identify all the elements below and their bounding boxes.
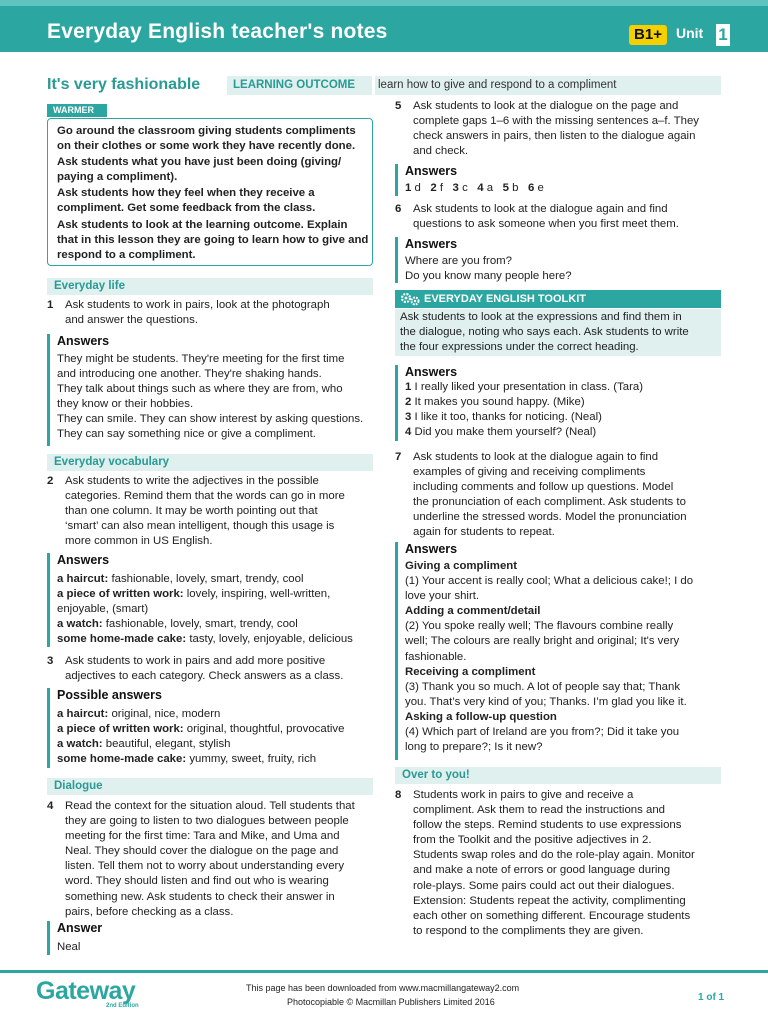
text-line: Neal. They should cover the dialogue on the page and (65, 845, 339, 858)
answer-bar (47, 553, 50, 647)
step-number: 5 (395, 100, 402, 112)
answer-text: e (537, 182, 544, 194)
section-everyday-vocabulary: Everyday vocabulary (47, 454, 373, 471)
answer-line: They talk about things such as where they are from, who (57, 383, 343, 396)
text-line: role-plays. Some pairs could act out their dialogues. (413, 879, 675, 892)
answer-line (57, 572, 353, 587)
answers-heading: Answers (405, 237, 458, 251)
answer-label: a watch: (57, 738, 103, 751)
step-text (65, 298, 330, 328)
section-everyday-life: Everyday life (47, 278, 373, 295)
step-text (413, 202, 679, 232)
text-line: listen. Tell them not to worry about understanding every (65, 860, 345, 873)
answer-number: 2 (405, 396, 412, 409)
answers-body (405, 559, 693, 755)
step-2 (47, 474, 373, 550)
answer-text: original, nice, modern (108, 708, 221, 720)
page-title: Everyday English teacher's notes (47, 20, 388, 43)
answers-heading: Answers (57, 334, 110, 348)
text-line: Ask students to write the adjectives in the possible (65, 475, 319, 487)
text-line: check answers in pairs, then listen to the dialogue again (413, 130, 696, 143)
answer-line: Neal (57, 941, 81, 953)
text-line: and answer the questions. (65, 314, 198, 327)
text-line: Ask students to look at the dialogue on the page and (413, 100, 679, 112)
text-line: something new. Ask students to check their answer in (65, 890, 335, 903)
divider (372, 76, 375, 95)
lesson-title: It's very fashionable (47, 76, 201, 93)
answer-label: a haircut: (57, 573, 109, 585)
text-line: Extension: Students repeat the activity, complimenting (413, 894, 686, 907)
answer-line (405, 380, 643, 395)
answer-text: d (414, 182, 421, 194)
learning-outcome-bar (227, 76, 721, 95)
answers-4 (47, 921, 373, 955)
answers-body (405, 181, 544, 196)
step-number: 2 (47, 475, 54, 487)
download-notice: This page has been downloaded from www.macmillangateway2.com (246, 983, 520, 993)
answer-line: (4) Which part of Ireland are you from?; Did it take you (405, 726, 680, 739)
answer-text: enjoyable, (smart) (57, 603, 149, 616)
text-line: again for students to repeat. (413, 526, 555, 539)
answer-line: (2) You spoke really well; The flavours combine really (405, 620, 674, 633)
answers-toolkit (395, 365, 721, 441)
answers-heading: Answers (405, 542, 458, 556)
header-stripe (0, 0, 768, 6)
step-text (413, 788, 695, 939)
answer-line: Where are you from? (405, 255, 512, 267)
step-7 (395, 450, 721, 542)
text-line: the dialogue, noting who says each. Ask students to write (400, 326, 689, 339)
answer-text: beautiful, elegant, stylish (102, 738, 231, 751)
text-line: they are going to listen to two dialogues between people (65, 815, 349, 828)
step-text (413, 99, 699, 159)
answer-text: I like it too, thanks for noticing. (Neal) (414, 411, 602, 424)
toolkit-title: EVERYDAY ENGLISH TOOLKIT (424, 293, 586, 305)
answer-line (57, 602, 353, 617)
answer-text: f (439, 182, 444, 194)
answer-bar (47, 688, 50, 768)
answer-number: 5 (502, 182, 509, 194)
step-number: 1 (47, 299, 54, 311)
answer-line (405, 410, 643, 425)
step-number: 4 (47, 800, 54, 812)
answers-body (57, 572, 353, 647)
answers-body (405, 254, 572, 284)
answer-text: original, thoughtful, provocative (183, 723, 345, 736)
warmer-paragraph: Ask students how they feel when they receive a compliment. Get some feedback from the class. (57, 187, 316, 215)
step-6 (395, 202, 721, 234)
answers-heading: Answers (57, 553, 110, 567)
step-1 (47, 298, 373, 330)
answer-line (57, 587, 353, 602)
warmer-text (57, 124, 369, 264)
answer-line: and introducing one another. They're shaking hands. (57, 368, 322, 381)
answer-text: b (512, 182, 519, 194)
answer-line (57, 722, 344, 737)
answer-line (57, 737, 344, 752)
step-8 (395, 788, 721, 940)
answers-3 (47, 688, 373, 768)
answer-subheading: Asking a follow-up question (405, 710, 557, 723)
answer-text: c (462, 182, 468, 194)
answers-body (57, 940, 80, 955)
answers-5 (395, 164, 721, 196)
answer-line: long to prepare?; Is it new? (405, 741, 543, 754)
level-badge: B1+ (629, 25, 667, 45)
answer-line: Do you know many people here? (405, 270, 572, 283)
answer-number: 4 (477, 182, 484, 194)
answer-subheading: Adding a comment/detail (405, 605, 541, 618)
answer-line (405, 181, 544, 196)
text-line: meeting for the first time: Tara and Mike, and Uma and (65, 830, 340, 843)
answer-number: 4 (405, 426, 412, 439)
text-line: each other on something different. Encourage students (413, 909, 691, 922)
answer-line: well; The colours are really bright and original; It's very (405, 635, 680, 648)
answers-heading: Answers (405, 164, 458, 178)
step-number: 8 (395, 789, 402, 801)
answers-2 (47, 553, 373, 647)
text-line: the four expressions under the correct heading. (400, 341, 639, 354)
answers-6 (395, 237, 721, 283)
answers-body (57, 352, 363, 443)
answer-text: It makes you sound happy. (Mike) (414, 396, 585, 409)
text-line: to respond to the compliments they are given. (413, 924, 644, 937)
text-line: Ask students to look at the expressions and find them in (400, 311, 682, 323)
text-line: Ask students to work in pairs and add more positive (65, 655, 326, 667)
answer-line: They can say something nice or give a compliment. (57, 428, 316, 441)
step-number: 7 (395, 451, 402, 463)
answer-label: a watch: (57, 618, 103, 631)
answer-line (405, 395, 643, 410)
answer-label: some home-made cake: (57, 753, 187, 766)
answer-bar (395, 237, 398, 283)
section-dialogue: Dialogue (47, 778, 373, 795)
copyright-notice: Photocopiable © Macmillan Publishers Limited 2016 (287, 997, 495, 1007)
answer-line (57, 632, 353, 647)
text-line: Students swap roles and do the role-play again. Monitor (413, 849, 695, 862)
answer-text: fashionable, lovely, smart, trendy, cool (102, 618, 298, 631)
learning-outcome-text: learn how to give and respond to a compliment (378, 79, 617, 91)
gears-icon (400, 292, 422, 306)
text-line: the pronunciation of each compliment. Ask students to (413, 496, 686, 509)
answer-label: a piece of written work: (57, 723, 184, 736)
answer-line (405, 425, 643, 440)
answer-text: tasty, lovely, enjoyable, delicious (186, 633, 353, 646)
answer-label: a piece of written work: (57, 588, 184, 601)
answer-line: you. That’s very kind of you; Thanks. I’m glad you like it. (405, 695, 687, 708)
answer-number: 1 (405, 182, 412, 194)
answers-heading: Possible answers (57, 688, 162, 702)
text-line: and check. (413, 145, 469, 158)
text-line: and make a note of errors or good language during (413, 864, 671, 877)
text-line: Read the context for the situation aloud. Tell students that (65, 800, 355, 812)
text-line: categories. Remind them that the words can go in more (65, 490, 345, 503)
answer-bar (395, 365, 398, 441)
text-line: Ask students to look at the dialogue again and find (413, 203, 668, 215)
answers-heading: Answer (57, 921, 103, 935)
step-number: 6 (395, 203, 402, 215)
answer-text: a (486, 182, 494, 194)
text-line: than one column. It may be worth pointing out that (65, 505, 318, 518)
warmer-paragraph: Ask students to look at the learning outcome. Explain that in this lesson they are going to learn how to give and respond to a compliment. (57, 218, 369, 261)
answers-1 (47, 334, 373, 446)
warmer-paragraph: Go around the classroom giving students compliments on their clothes or some work they have recently done. (57, 125, 356, 153)
answer-number: 3 (452, 182, 459, 194)
text-line: complete gaps 1–6 with the missing sentences a–f. They (413, 115, 699, 128)
text-line: compliment. Ask them to read the instructions and (413, 804, 665, 817)
text-line: follow the steps. Remind students to use expressions (413, 819, 682, 832)
toolkit-header (395, 290, 721, 308)
answer-text: I really liked your presentation in class. (Tara) (414, 381, 644, 393)
answer-text: yummy, sweet, fruity, rich (186, 753, 317, 766)
unit-label: Unit (676, 25, 704, 41)
gateway-logo: Gateway (36, 977, 136, 1005)
text-line: ‘smart’ can also mean intelligent, though this usage is (65, 520, 335, 533)
answers-heading: Answers (405, 365, 458, 379)
answer-text: Did you make them yourself? (Neal) (414, 426, 597, 439)
text-line: more common in US English. (65, 535, 213, 548)
step-4 (47, 799, 373, 921)
answer-line: love your shirt. (405, 590, 480, 603)
text-line: including comments and follow up questions. Model (413, 481, 674, 494)
answer-number: 1 (405, 381, 412, 393)
step-3 (47, 654, 373, 686)
answer-line (57, 617, 353, 632)
page-number: 1 of 1 (698, 992, 725, 1003)
step-text (413, 450, 687, 541)
text-line: adjectives to each category. Check answers as a class. (65, 670, 344, 683)
answers-body (405, 380, 643, 440)
answer-line (57, 752, 344, 767)
step-text (65, 799, 355, 920)
answer-text: lovely, inspiring, well-written, (183, 588, 331, 601)
text-line: word. They should listen and find out who is wearing (65, 875, 329, 888)
answer-line: (1) Your accent is really cool; What a delicious cake!; I do (405, 575, 694, 588)
learning-outcome-label: LEARNING OUTCOME (233, 79, 356, 91)
answer-number: 3 (405, 411, 412, 424)
text-line: Students work in pairs to give and receive a (413, 789, 634, 801)
text-line: Ask students to work in pairs, look at the photograph (65, 299, 330, 311)
text-line: questions to ask someone when you first meet them. (413, 218, 679, 231)
answer-bar (395, 542, 398, 760)
footer-divider (0, 970, 768, 973)
toolkit-text (400, 310, 718, 355)
step-5 (395, 99, 721, 161)
text-line: examples of giving and receiving compliments (413, 466, 646, 479)
answers-body (57, 707, 344, 767)
text-line: from the Toolkit and the positive adjectives in 2. (413, 834, 652, 847)
section-over-to-you: Over to you! (395, 767, 721, 784)
answer-bar (395, 164, 398, 196)
answers-7 (395, 542, 721, 760)
step-number: 3 (47, 655, 54, 667)
answer-number: 6 (527, 182, 535, 194)
unit-number: 1 (716, 24, 730, 46)
answer-line (57, 707, 344, 722)
answer-line: (3) Thank you so much. A lot of people say that; Thank (405, 680, 681, 693)
answer-bar (47, 921, 50, 955)
answer-line: They can smile. They can show interest by asking questions. (57, 413, 364, 426)
step-text (65, 654, 343, 684)
warmer-tag: WARMER (47, 104, 107, 117)
answer-number: 2 (430, 182, 437, 194)
text-line: Ask students to look at the dialogue again to find (413, 451, 659, 463)
answer-text: fashionable, lovely, smart, trendy, cool (108, 573, 304, 585)
answer-label: a haircut: (57, 708, 109, 720)
answer-line: fashionable. (405, 650, 467, 663)
warmer-paragraph: Ask students what you have just been doing (giving/ paying a compliment). (57, 156, 342, 184)
answer-subheading: Receiving a compliment (405, 665, 536, 678)
answer-line: they know or their hobbies. (57, 398, 194, 411)
text-line: underline the stressed words. Model the pronunciation (413, 511, 687, 524)
step-text (65, 474, 345, 549)
text-line: pairs, before checking as a class. (65, 905, 234, 918)
answer-subheading: Giving a compliment (405, 560, 518, 572)
answer-label: some home-made cake: (57, 633, 187, 646)
answer-line: They might be students. They're meeting for the first time (57, 353, 345, 365)
answer-bar (47, 334, 50, 446)
edition-label: 2nd Edition (106, 1003, 139, 1009)
